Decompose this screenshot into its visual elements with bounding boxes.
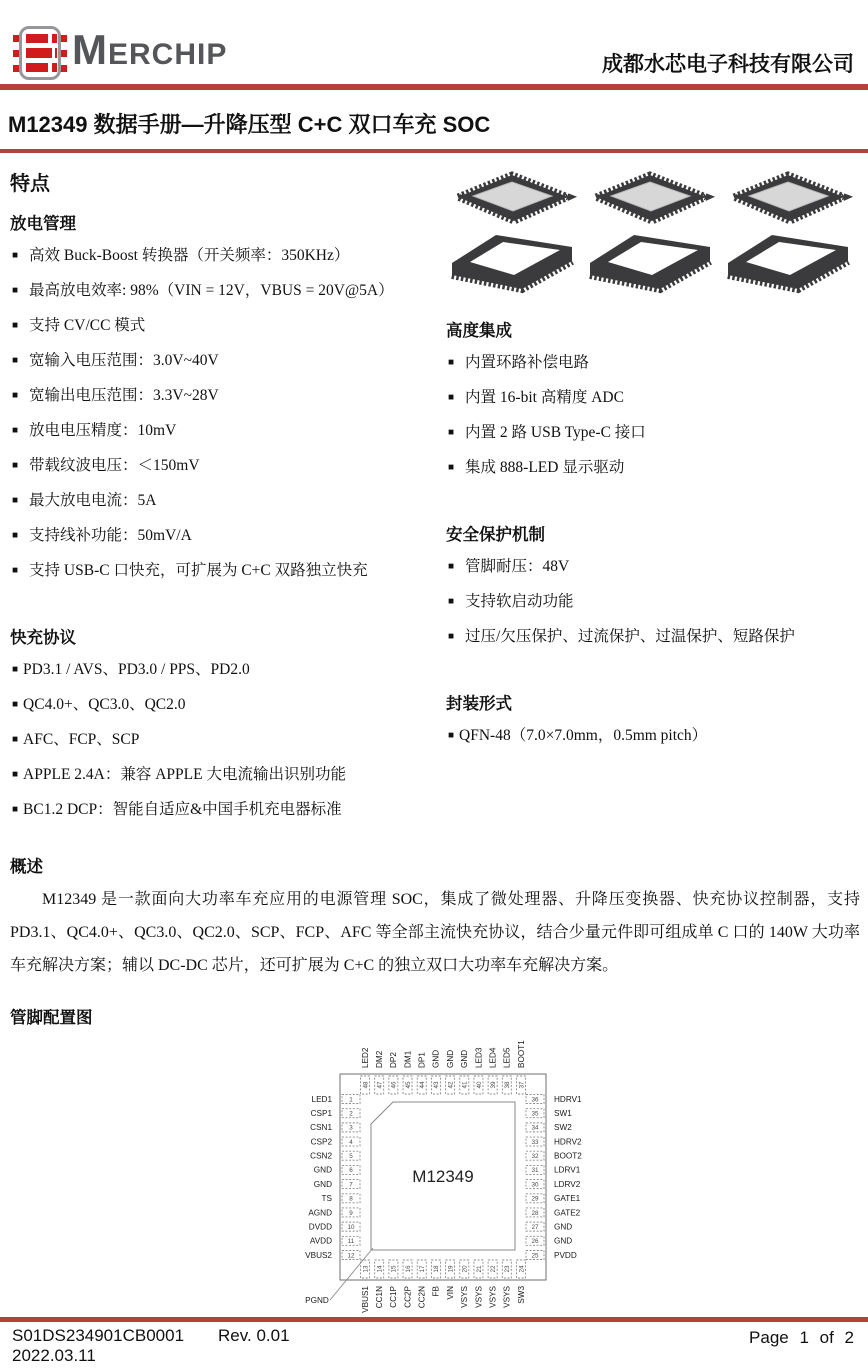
pin-3-CSN1 xyxy=(310,1123,360,1132)
pin-21-VSYS xyxy=(474,1260,483,1308)
pin-48-LED2 xyxy=(361,1047,370,1094)
feature-item-text: 支持线补功能：50mV/A xyxy=(29,527,192,544)
svg-text:44: 44 xyxy=(419,1081,427,1089)
svg-text:41: 41 xyxy=(461,1081,469,1089)
bullet-square-icon: ■ xyxy=(12,285,19,296)
features-left-column xyxy=(10,163,446,827)
svg-text:LED3: LED3 xyxy=(474,1047,484,1068)
svg-text:13: 13 xyxy=(362,1265,370,1273)
svg-text:DM2: DM2 xyxy=(374,1050,384,1068)
feature-item xyxy=(448,380,862,415)
svg-text:9: 9 xyxy=(349,1209,353,1217)
pin-6-GND xyxy=(314,1165,360,1174)
svg-text:2: 2 xyxy=(349,1110,353,1118)
bullet-square-icon: ■ xyxy=(12,664,19,675)
svg-text:BOOT1: BOOT1 xyxy=(516,1040,526,1068)
pin-diagram-svg xyxy=(267,1032,603,1318)
feature-item xyxy=(448,450,862,485)
svg-text:5: 5 xyxy=(349,1153,353,1161)
svg-text:GND: GND xyxy=(313,1179,332,1189)
bullet-square-icon: ■ xyxy=(12,769,19,780)
pin-7-GND xyxy=(314,1180,360,1189)
pin-44-DP1 xyxy=(417,1052,426,1094)
feature-group-heading: 高度集成 xyxy=(446,322,512,340)
bullet-square-icon: ■ xyxy=(12,355,19,366)
svg-text:25: 25 xyxy=(531,1252,539,1260)
feature-item xyxy=(448,718,862,753)
pin-16-CC2P xyxy=(403,1260,412,1308)
feature-item-text: 内置环路补偿电路 xyxy=(465,354,590,371)
svg-text:GND: GND xyxy=(313,1165,332,1175)
bullet-square-icon: ■ xyxy=(12,250,19,261)
pin-18-FB xyxy=(431,1260,440,1296)
page-footer xyxy=(0,1317,868,1372)
svg-text:HDRV2: HDRV2 xyxy=(554,1137,582,1147)
svg-text:39: 39 xyxy=(489,1081,497,1089)
feature-item xyxy=(12,722,446,757)
bullet-square-icon: ■ xyxy=(12,530,19,541)
svg-text:21: 21 xyxy=(475,1265,483,1273)
pin-42-GND xyxy=(446,1050,455,1094)
feature-item-text: BC1.2 DCP：智能自适应&中国手机充电器标准 xyxy=(23,801,342,818)
feature-group-heading: 安全保护机制 xyxy=(446,526,545,544)
logo-text: MERCHIP xyxy=(72,26,228,73)
feature-item-text: 支持 CV/CC 模式 xyxy=(29,317,146,334)
svg-text:DM1: DM1 xyxy=(403,1050,413,1068)
page-number: Page 1 of 2 xyxy=(749,1328,854,1347)
svg-text:PVDD: PVDD xyxy=(554,1250,577,1260)
pin-10-DVDD xyxy=(309,1222,360,1231)
svg-text:14: 14 xyxy=(376,1265,384,1273)
feature-item xyxy=(448,619,862,654)
feature-item-text: 支持软启动功能 xyxy=(465,593,574,610)
svg-text:GND: GND xyxy=(460,1049,470,1068)
page-header xyxy=(0,0,868,84)
svg-text:GND: GND xyxy=(445,1049,455,1068)
bullet-square-icon: ■ xyxy=(448,730,455,741)
svg-text:VSYS: VSYS xyxy=(488,1286,498,1308)
pin-9-AGND xyxy=(308,1208,360,1217)
features-right-column xyxy=(446,163,862,827)
pin-27-GND xyxy=(526,1222,572,1231)
svg-text:47: 47 xyxy=(376,1081,384,1089)
pin-11-AVDD xyxy=(310,1236,360,1245)
feature-list xyxy=(10,236,446,588)
svg-text:12: 12 xyxy=(347,1252,355,1260)
feature-item-text: 集成 888-LED 显示驱动 xyxy=(465,459,625,476)
chip-package-image xyxy=(584,163,716,303)
chip-package-image xyxy=(722,163,854,303)
svg-text:11: 11 xyxy=(347,1238,355,1246)
svg-text:FB: FB xyxy=(431,1286,441,1297)
document-id: S01DS234901CB0001 xyxy=(12,1326,185,1345)
bullet-square-icon: ■ xyxy=(12,425,19,436)
feature-item xyxy=(12,553,446,588)
title-rule xyxy=(0,149,868,153)
feature-group-discharge-management xyxy=(10,210,446,588)
pin-37-BOOT1 xyxy=(517,1040,526,1094)
bullet-square-icon: ■ xyxy=(12,460,19,471)
feature-item xyxy=(12,518,446,553)
svg-text:31: 31 xyxy=(531,1167,539,1175)
pin-41-GND xyxy=(460,1050,469,1094)
pin-17-CC2N xyxy=(417,1260,426,1308)
bullet-square-icon: ■ xyxy=(448,596,455,607)
pin-22-VSYS xyxy=(488,1260,497,1308)
svg-text:6: 6 xyxy=(349,1167,353,1175)
pin-43-GND xyxy=(431,1050,440,1094)
svg-text:VIN: VIN xyxy=(445,1286,455,1300)
feature-group-high-integration xyxy=(446,317,862,485)
svg-text:28: 28 xyxy=(531,1209,539,1217)
feature-item xyxy=(448,345,862,380)
pin-39-LED4 xyxy=(488,1047,497,1094)
bullet-square-icon: ■ xyxy=(12,699,19,710)
svg-text:29: 29 xyxy=(531,1195,539,1203)
svg-text:SW3: SW3 xyxy=(516,1286,526,1304)
pin-23-VSYS xyxy=(502,1260,511,1308)
svg-text:43: 43 xyxy=(433,1081,441,1089)
pin-29-GATE1 xyxy=(526,1194,581,1203)
feature-item-text: AFC、FCP、SCP xyxy=(23,731,140,748)
feature-item-text: PD3.1 / AVS、PD3.0 / PPS、PD2.0 xyxy=(23,661,250,678)
pin-14-CC1N xyxy=(375,1260,384,1308)
svg-text:VSYS: VSYS xyxy=(474,1286,484,1308)
features-section xyxy=(0,163,868,827)
svg-text:22: 22 xyxy=(489,1265,497,1273)
svg-text:VBUS1: VBUS1 xyxy=(360,1286,370,1313)
bullet-square-icon: ■ xyxy=(448,392,455,403)
svg-text:TS: TS xyxy=(321,1194,332,1204)
pin-25-PVDD xyxy=(526,1251,577,1260)
feature-item xyxy=(12,483,446,518)
svg-text:33: 33 xyxy=(531,1138,539,1146)
pin-config-heading: 管脚配置图 xyxy=(10,1009,93,1027)
feature-list xyxy=(446,547,862,654)
pin-24-SW3 xyxy=(517,1260,526,1304)
svg-text:LDRV2: LDRV2 xyxy=(554,1179,581,1189)
feature-group-heading: 封装形式 xyxy=(446,695,512,713)
svg-text:GATE2: GATE2 xyxy=(554,1208,581,1218)
feature-item-text: 最高放电效率: 98%（VIN = 12V，VBUS = 20V@5A） xyxy=(29,282,394,299)
feature-item-text: 内置 2 路 USB Type-C 接口 xyxy=(465,424,646,441)
svg-text:CSP1: CSP1 xyxy=(310,1108,332,1118)
svg-text:40: 40 xyxy=(475,1081,483,1089)
feature-item-text: 最大放电电流：5A xyxy=(29,492,157,509)
svg-text:CSN2: CSN2 xyxy=(310,1151,332,1161)
svg-text:CSN1: CSN1 xyxy=(310,1123,332,1133)
pin-5-CSN2 xyxy=(310,1151,360,1160)
svg-text:CC2N: CC2N xyxy=(417,1286,427,1309)
svg-text:HDRV1: HDRV1 xyxy=(554,1094,582,1104)
svg-text:17: 17 xyxy=(419,1265,427,1273)
svg-text:3: 3 xyxy=(349,1124,353,1132)
bullet-square-icon: ■ xyxy=(448,631,455,642)
pin-31-LDRV1 xyxy=(526,1165,581,1174)
bullet-square-icon: ■ xyxy=(12,320,19,331)
pin-26-GND xyxy=(526,1236,572,1245)
feature-item xyxy=(12,792,446,827)
feature-item-text: 高效 Buck-Boost 转换器（开关频率：350KHz） xyxy=(29,247,350,264)
feature-list xyxy=(446,716,862,753)
svg-text:18: 18 xyxy=(433,1265,441,1273)
svg-text:LED2: LED2 xyxy=(360,1047,370,1068)
svg-text:46: 46 xyxy=(390,1081,398,1089)
bullet-square-icon: ■ xyxy=(448,427,455,438)
pin-35-SW1 xyxy=(526,1109,572,1118)
svg-text:27: 27 xyxy=(531,1223,539,1231)
feature-list xyxy=(10,650,446,827)
svg-text:GATE1: GATE1 xyxy=(554,1194,581,1204)
footer-left xyxy=(12,1326,290,1366)
svg-text:LED4: LED4 xyxy=(488,1047,498,1068)
svg-text:1: 1 xyxy=(349,1096,353,1104)
feature-item xyxy=(12,413,446,448)
pin-20-VSYS xyxy=(460,1260,469,1308)
feature-item xyxy=(12,273,446,308)
feature-item-text: 宽输出电压范围：3.3V~28V xyxy=(29,387,219,404)
svg-text:38: 38 xyxy=(504,1081,512,1089)
pin-47-DM2 xyxy=(375,1050,384,1094)
svg-text:42: 42 xyxy=(447,1081,455,1089)
feature-item xyxy=(12,448,446,483)
feature-item-text: 宽输入电压范围：3.0V~40V xyxy=(29,352,219,369)
bullet-square-icon: ■ xyxy=(12,565,19,576)
bullet-square-icon: ■ xyxy=(448,462,455,473)
bullet-square-icon: ■ xyxy=(448,357,455,368)
svg-text:SW2: SW2 xyxy=(554,1123,572,1133)
pin-38-LED5 xyxy=(502,1047,511,1094)
svg-text:45: 45 xyxy=(404,1081,412,1089)
pin-diagram xyxy=(267,1032,603,1323)
feature-item-text: 支持 USB-C 口快充，可扩展为 C+C 双路独立快充 xyxy=(29,562,368,579)
svg-text:LED1: LED1 xyxy=(311,1094,332,1104)
svg-text:AVDD: AVDD xyxy=(309,1236,332,1246)
svg-text:VBUS2: VBUS2 xyxy=(305,1250,332,1260)
chip-package-image xyxy=(446,163,578,303)
feature-item xyxy=(12,308,446,343)
svg-text:36: 36 xyxy=(531,1096,539,1104)
chip-package-images xyxy=(446,163,862,303)
feature-item xyxy=(12,687,446,722)
pin-13-VBUS1 xyxy=(361,1260,370,1313)
chip-logo-icon xyxy=(12,23,68,83)
feature-item-text: 带载纹波电压：＜150mV xyxy=(29,457,200,474)
feature-group-safety-protection xyxy=(446,521,862,654)
pin-12-VBUS2 xyxy=(305,1251,360,1260)
feature-list xyxy=(446,343,862,485)
svg-text:23: 23 xyxy=(504,1265,512,1273)
svg-text:20: 20 xyxy=(461,1265,469,1273)
svg-text:19: 19 xyxy=(447,1265,455,1273)
pin-46-DP2 xyxy=(389,1052,398,1094)
overview-heading: 概述 xyxy=(10,858,43,876)
revision: Rev. 0.01 xyxy=(218,1326,290,1345)
svg-text:VSYS: VSYS xyxy=(502,1286,512,1308)
pin-33-HDRV2 xyxy=(526,1137,582,1146)
svg-text:32: 32 xyxy=(531,1153,539,1161)
svg-text:26: 26 xyxy=(531,1238,539,1246)
svg-text:DVDD: DVDD xyxy=(308,1222,332,1232)
feature-item xyxy=(12,652,446,687)
features-heading: 特点 xyxy=(10,173,50,195)
svg-text:8: 8 xyxy=(349,1195,353,1203)
feature-item xyxy=(448,584,862,619)
svg-text:AGND: AGND xyxy=(308,1208,332,1218)
features-left-groups xyxy=(10,210,446,827)
feature-item xyxy=(12,378,446,413)
svg-text:PGND: PGND xyxy=(305,1296,329,1305)
svg-text:GND: GND xyxy=(554,1222,573,1232)
feature-item xyxy=(12,757,446,792)
svg-text:DP2: DP2 xyxy=(389,1052,399,1068)
svg-text:BOOT2: BOOT2 xyxy=(554,1151,582,1161)
svg-text:GND: GND xyxy=(431,1049,441,1068)
feature-item-text: 内置 16-bit 高精度 ADC xyxy=(465,389,624,406)
bullet-square-icon: ■ xyxy=(12,734,19,745)
svg-text:M12349: M12349 xyxy=(412,1167,474,1186)
svg-text:15: 15 xyxy=(390,1265,398,1273)
svg-text:DP1: DP1 xyxy=(417,1052,427,1068)
feature-item-text: 管脚耐压：48V xyxy=(465,558,570,575)
svg-text:7: 7 xyxy=(349,1181,353,1189)
bullet-square-icon: ■ xyxy=(12,804,19,815)
pin-40-LED3 xyxy=(474,1047,483,1094)
pin-config-section xyxy=(0,1004,868,1323)
svg-text:35: 35 xyxy=(531,1110,539,1118)
feature-item-text: 放电电压精度：10mV xyxy=(29,422,177,439)
pin-15-CC1P xyxy=(389,1260,398,1308)
pin-34-SW2 xyxy=(526,1123,572,1132)
feature-item xyxy=(448,549,862,584)
feature-item-text: 过压/欠压保护、过流保护、过温保护、短路保护 xyxy=(465,628,795,645)
feature-group-package xyxy=(446,690,862,753)
pin-1-LED1 xyxy=(312,1095,360,1104)
pin-2-CSP1 xyxy=(311,1109,360,1118)
svg-text:CSP2: CSP2 xyxy=(310,1137,332,1147)
feature-group-heading: 快充协议 xyxy=(10,629,76,647)
document-title: M12349 数据手册—升降压型 C+C 双口车充 SOC xyxy=(8,112,491,137)
svg-text:CC1N: CC1N xyxy=(374,1286,384,1309)
pin-28-GATE2 xyxy=(526,1208,581,1217)
svg-text:LED5: LED5 xyxy=(502,1047,512,1068)
pin-4-CSP2 xyxy=(311,1137,360,1146)
bullet-square-icon: ■ xyxy=(12,390,19,401)
feature-item-text: QFN-48（7.0×7.0mm，0.5mm pitch） xyxy=(459,727,708,744)
pin-8-TS xyxy=(322,1194,360,1203)
svg-text:16: 16 xyxy=(404,1265,412,1273)
feature-group-heading: 放电管理 xyxy=(10,215,76,233)
company-name: 成都水芯电子科技有限公司 xyxy=(602,53,854,76)
svg-text:24: 24 xyxy=(518,1265,526,1273)
feature-item-text: APPLE 2.4A：兼容 APPLE 大电流输出识别功能 xyxy=(23,766,346,783)
brand xyxy=(12,21,227,84)
pin-45-DM1 xyxy=(403,1050,412,1094)
svg-text:GND: GND xyxy=(554,1236,573,1246)
overview-paragraph: M12349 是一款面向大功率车充应用的电源管理 SOC，集成了微处理器、升降压变换器、快充协议控制器，支持 PD3.1、QC4.0+、QC3.0、QC2.0、SCP、FCP、AFC 等全部主流快充协议，结合少量元件即可组成单 C 口的 140W 大功率车充解决方案；辅以 DC-DC 芯片，还可扩展为 C+C 的独立双口大功率车充解决方案。 xyxy=(10,891,860,974)
svg-text:SW1: SW1 xyxy=(554,1108,572,1118)
release-date: 2022.03.11 xyxy=(12,1346,96,1365)
features-right-groups xyxy=(446,317,862,753)
feature-item-text: QC4.0+、QC3.0、QC2.0 xyxy=(23,696,186,713)
overview-section xyxy=(0,853,868,982)
svg-text:48: 48 xyxy=(362,1081,370,1089)
feature-group-fast-charge-protocols xyxy=(10,624,446,827)
svg-text:10: 10 xyxy=(347,1223,355,1231)
svg-text:4: 4 xyxy=(349,1138,353,1146)
svg-text:LDRV1: LDRV1 xyxy=(554,1165,581,1175)
feature-item xyxy=(12,238,446,273)
svg-text:37: 37 xyxy=(518,1081,526,1089)
bullet-square-icon: ■ xyxy=(448,561,455,572)
pin-36-HDRV1 xyxy=(526,1095,582,1104)
feature-item xyxy=(448,415,862,450)
svg-text:34: 34 xyxy=(531,1124,539,1132)
pin-32-BOOT2 xyxy=(526,1151,582,1160)
feature-item xyxy=(12,343,446,378)
svg-text:30: 30 xyxy=(531,1181,539,1189)
svg-text:CC2P: CC2P xyxy=(403,1286,413,1308)
svg-text:VSYS: VSYS xyxy=(460,1286,470,1308)
bullet-square-icon: ■ xyxy=(12,495,19,506)
svg-text:CC1P: CC1P xyxy=(389,1286,399,1308)
header-rule xyxy=(0,84,868,90)
pin-30-LDRV2 xyxy=(526,1180,581,1189)
